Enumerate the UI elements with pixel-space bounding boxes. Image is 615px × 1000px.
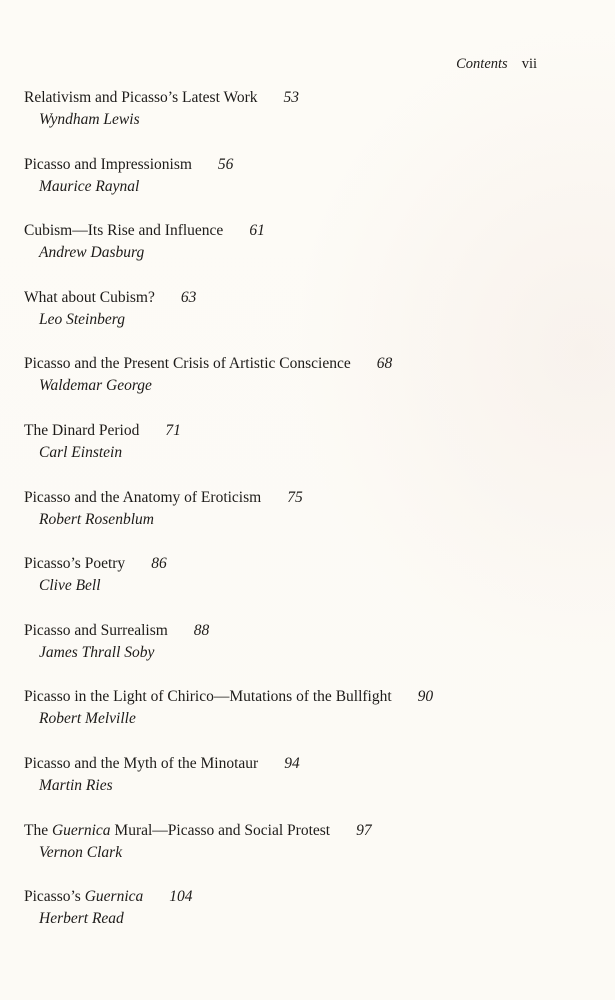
running-header-page-number: vii	[521, 56, 537, 72]
entry-title: Picasso’s Poetry	[24, 555, 126, 573]
entry-title-line	[24, 155, 584, 174]
contents-entry	[24, 754, 584, 821]
entry-title-italic: Guernica	[51, 821, 111, 839]
entry-title: Picasso’s	[24, 888, 85, 906]
contents-entry	[24, 354, 584, 421]
entry-title: What about Cubism?	[24, 288, 155, 306]
contents-entry	[24, 288, 584, 355]
entry-title-line	[24, 354, 584, 373]
entry-title-line	[24, 821, 584, 840]
entry-author: Carl Einstein	[39, 443, 123, 461]
entry-author: Robert Rosenblum	[39, 510, 154, 528]
entry-title-line	[24, 221, 584, 240]
entry-title-line	[24, 288, 584, 307]
entry-author: Maurice Raynal	[39, 177, 140, 195]
entry-author: Clive Bell	[39, 577, 101, 595]
entry-author: Martin Ries	[39, 776, 113, 794]
entry-author: Wyndham Lewis	[39, 111, 140, 128]
entry-page-number: 56	[217, 155, 234, 173]
entry-page-number: 94	[284, 754, 300, 772]
entry-title-line	[24, 421, 584, 440]
contents-entry	[24, 621, 584, 688]
entry-page-number: 61	[249, 222, 265, 240]
entry-author: Andrew Dasburg	[39, 244, 145, 262]
entry-title-line	[24, 554, 584, 573]
entry-title-line	[24, 887, 584, 906]
contents-entry	[24, 554, 584, 621]
entry-title-line	[24, 621, 584, 640]
entry-page-number: 104	[169, 888, 193, 906]
entry-title: Picasso and the Present Crisis of Artistic Conscience	[24, 355, 351, 373]
entry-page-number: 53	[283, 89, 300, 106]
entry-author: Vernon Clark	[39, 843, 123, 861]
entry-page-number: 88	[193, 621, 210, 639]
entry-page-number: 86	[151, 555, 167, 573]
running-header-section: Contents	[456, 56, 508, 72]
entry-title: Relativism and Picasso’s Latest Work	[24, 89, 258, 106]
contents-entry	[24, 88, 584, 155]
contents-entry	[24, 821, 584, 888]
entry-title: Picasso and Impressionism	[24, 155, 192, 173]
entry-author: James Thrall Soby	[39, 643, 155, 661]
contents-entry	[24, 488, 584, 555]
contents-entry	[24, 887, 584, 954]
entry-title-line	[24, 754, 584, 773]
entry-title: The	[24, 821, 52, 839]
entry-page-number: 71	[165, 421, 181, 439]
entry-author: Herbert Read	[39, 910, 124, 928]
contents-entry	[24, 221, 584, 288]
entry-page-number: 75	[287, 488, 303, 506]
entry-title: Picasso in the Light of Chirico—Mutations of the Bullfight	[24, 688, 392, 706]
entry-title-line	[24, 88, 584, 107]
entry-title: Picasso and the Myth of the Minotaur	[24, 754, 259, 772]
entry-page-number: 63	[180, 288, 197, 306]
entry-title-line	[24, 687, 584, 706]
entry-page-number: 68	[376, 355, 393, 373]
contents-entry	[24, 155, 584, 222]
entry-title: Cubism—Its Rise and Influence	[24, 222, 224, 240]
entry-title: The Dinard Period	[24, 421, 140, 439]
contents-entry	[24, 687, 584, 754]
entry-page-number: 90	[417, 688, 434, 706]
entry-author: Waldemar George	[39, 377, 152, 395]
entry-author: Leo Steinberg	[39, 310, 125, 328]
entry-title: Picasso and the Anatomy of Eroticism	[24, 488, 262, 506]
contents-entry	[24, 421, 584, 488]
entry-title: Picasso and Surrealism	[24, 621, 168, 639]
entry-page-number: 97	[356, 821, 372, 839]
entry-title-italic: Guernica	[84, 888, 144, 906]
entry-title-continued: Mural—Picasso and Social Protest	[110, 821, 331, 839]
running-header	[456, 56, 537, 73]
entry-title-line	[24, 488, 584, 507]
entry-author: Robert Melville	[39, 710, 136, 728]
contents-list	[24, 88, 584, 954]
